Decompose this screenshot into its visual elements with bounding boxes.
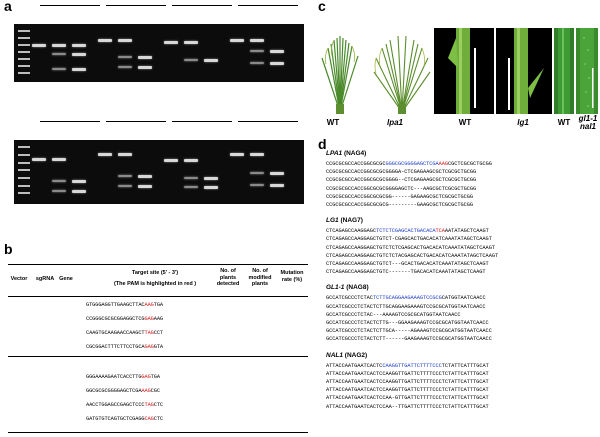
seq-part-blue: TCTTGCAGGAAGAAAGTCCGCG — [372, 295, 442, 302]
seq-part-post: CATGGTAATCAACC — [441, 295, 486, 302]
panel-letter-b: b — [4, 241, 13, 257]
photo-wt-leaf — [434, 28, 494, 114]
guide-tag: (NAG8) — [346, 284, 369, 292]
header-sgrna: sgRNA — [35, 276, 55, 282]
table-top-rule — [8, 264, 308, 265]
target-seq: GGCGCGCGGGGAGCTCGA — [86, 388, 142, 394]
gene-name: LG1 — [326, 217, 339, 225]
seq-part-pre: GCCATCGCCCTCTAC — [326, 295, 373, 302]
sequence-line — [326, 228, 489, 234]
label-wt-2: WT — [458, 118, 472, 127]
target-sequence — [86, 388, 160, 394]
sequence-line — [326, 320, 489, 326]
header-target-sub: (The PAM is highlighted in red ) — [113, 281, 197, 287]
target-seq: GATGTGTCAGTGCTCGAGG — [86, 416, 145, 422]
sequence-line — [326, 295, 486, 301]
sequence-title-lg1 — [326, 217, 363, 224]
seq-part-blue: TCTCTCGAGCACTGACACA — [376, 228, 436, 235]
pam-sequence: TAG — [144, 402, 154, 408]
seq-part-pre: GCCATCGCCCTCTACTCTTGCAGGAAGAAAGTCCGCGCATGGTAATCAACC — [326, 303, 486, 310]
target-seq: GGGAAAAGAATCACCTTG — [86, 374, 142, 380]
seq-part-pre: ATTACCAATGAATCACTCCAA-GTTGATTCTTTTCCCTCTATTCATTTGCAT — [326, 395, 489, 402]
photo-wt-grain — [554, 28, 574, 114]
sequence-line — [326, 363, 489, 369]
photo-lg1-leaf — [496, 28, 552, 114]
header-modified: No. of modified plants — [248, 268, 272, 288]
gene-name: LPA1 — [326, 150, 343, 157]
sequence-line — [326, 245, 495, 251]
seq-part-pre: CTCAGAGCCAAGGAGCTGTC-------TGACACATCAAATATAGCTCAAGT — [326, 269, 486, 276]
sequence-line — [326, 387, 489, 393]
sequence-line — [326, 161, 492, 167]
panel-letter-c: c — [318, 0, 326, 14]
pam-sequence: AAG — [141, 388, 151, 394]
guide-tag: (NAG4) — [343, 150, 367, 157]
seq-part-pre: CTCAGAGCCAAGGAGCTGTCT-CGAGCACTGACACATCAAATATAGCTCAAGT — [326, 236, 492, 243]
label-lg1: lg1 — [517, 118, 529, 127]
seq-part-blue: CAAGGTTGATTCTTTTCCC — [382, 362, 442, 369]
gene-name: NAL1 — [326, 351, 343, 359]
header-gene: Gene — [59, 276, 73, 282]
target-seq: AACCTGGAGCCGAGCTCCC — [86, 402, 145, 408]
target-sequence — [86, 344, 163, 350]
seq-part-blue: GGGCGCGGGGAGCTCGA — [385, 161, 439, 167]
sequence-title-lpa1 — [326, 150, 366, 157]
sequence-line — [326, 379, 489, 385]
seq-part-pre: ATTACCAATGAATCACTCCAAGGTTGATTCTTTTCCCTCTATTCATTTGCAT — [326, 379, 489, 385]
seq-part-red: AAG — [438, 161, 449, 167]
seq-part-post: CGCTCGCGCTGCGG — [448, 161, 492, 167]
target-tail: CCT — [153, 330, 163, 336]
sequence-line — [326, 312, 461, 318]
label-wt-3: WT — [557, 118, 571, 127]
target-tail: GTA — [153, 344, 163, 350]
sequence-title-gl1-1 — [326, 284, 369, 291]
gene-name: GL1-1 — [326, 284, 345, 292]
seq-part-pre: CTCAGAGCCAAGGAGCTGTCTCTACGAGCACTGACACATCAAATATAGCTCAAGT — [326, 252, 499, 259]
guide-tag: (NAG2) — [344, 351, 368, 359]
guide-tag: (NAG7) — [340, 217, 363, 225]
seq-part-pre: GCCATCGCCCTCTACTCTTG---GGAAGAAAGTCCGCGCATGGTAATCAACC — [326, 320, 489, 326]
target-sequence — [86, 302, 163, 308]
seq-part-post: TCTATTCATTTGCAT — [441, 362, 489, 369]
label-gl1-nal1: gl1-1 nal1 — [578, 114, 598, 131]
photo-mutant-grain — [576, 28, 598, 114]
target-sequence — [86, 330, 163, 336]
target-tail: AAG — [153, 316, 163, 322]
pam-sequence: AAG — [144, 302, 154, 308]
seq-part-pre: GCCATCGCCCTCTACTCTT------GAAGAAAGTCCGCGCATGGTAATCAACC — [326, 336, 492, 343]
seq-part-pre: CCGCGCGCCACCGGCGCGCGGGGA-CTCGAGAAGCGCTCGCGCTGCGG — [326, 169, 477, 176]
sequence-line — [326, 253, 498, 259]
target-seq: CAAGTGCAAGAACCAAGCT — [86, 330, 145, 336]
sequence-line — [326, 336, 492, 342]
header-detected: No. of plants detected — [216, 268, 240, 288]
seq-part-pre: ATTACCAATGAATCACTCCAAGGTTGATTCTTTTCCCTCTATTCATTTGCAT — [326, 387, 489, 394]
pam-sequence: CAG — [144, 416, 154, 422]
target-seq: CCGGGCGCGCGGAGGCTCG — [86, 316, 145, 322]
table-group-rule — [8, 356, 308, 357]
sequence-line — [326, 202, 473, 208]
seq-part-pre: CCGCGCGCCACCGGCGCGCG---------GAAGCGCTCGCGCTGCGG — [326, 202, 474, 208]
sequence-line — [326, 177, 476, 183]
photo-lpa1-plant — [372, 28, 432, 114]
sequence-line — [326, 371, 489, 377]
pam-sequence: GAG — [141, 374, 151, 380]
seq-part-pre: CTCAGAGCCAAGGAGCTGTCTCTCGAGCACTGACACATCAAATATAGCTCAAGT — [326, 244, 495, 251]
sequence-line — [326, 186, 476, 192]
pam-sequence: GAG — [144, 344, 154, 350]
sequence-line — [326, 328, 492, 334]
seq-part-pre: ATTACCAATGAATCACTCCAAGGTTGATTCTTTTCCCTCTATTCATTTGCAT — [326, 370, 489, 377]
target-seq: GTGGGAGGTTGAAGCTTAC — [86, 302, 145, 308]
seq-part-pre: CCGCGCGCCACCGGCGCGC — [326, 161, 386, 167]
seq-part-pre: CTCAGAGCCAAGGAGC — [326, 228, 377, 235]
seq-part-pre: CCGCGCGCCACCGGCGCGCGG------GAGAAGCGCTCGCGCTGCGG — [326, 193, 474, 200]
seq-part-pre: CCGCGCGCCACCGGCGCGCGGGG--CTCGAGAAGCGCTCGCGCTGCGG — [326, 177, 477, 184]
sequence-line — [326, 236, 492, 242]
seq-part-pre: CTCAGAGCCAAGGAGCTGTCT---GCACTGACACATCAAATATAGCTCAAGT — [326, 261, 489, 267]
sequence-line — [326, 261, 489, 267]
target-tail: TGA — [153, 302, 163, 308]
target-sequence — [86, 416, 163, 422]
seq-part-pre: ATTACCAATGAATCACTC — [326, 362, 383, 369]
pam-sequence: GAG — [144, 316, 154, 322]
sequence-line — [326, 194, 473, 200]
sequence-line — [326, 395, 489, 401]
target-tail: CTC — [153, 402, 163, 408]
seq-part-red: TCA — [435, 228, 445, 235]
header-target: Target site (5' - 3') — [131, 270, 179, 276]
pam-sequence: TAG — [144, 330, 154, 336]
seq-part-post: AATATAGCTCAAGT — [444, 228, 489, 235]
target-tail: CGC — [150, 388, 160, 394]
target-sequence — [86, 374, 160, 380]
table-header-rule — [8, 296, 308, 297]
table-bottom-rule — [8, 432, 308, 433]
photo-wt-plant — [310, 28, 370, 114]
label-lpa1: lpa1 — [386, 118, 403, 127]
sequence-line — [326, 404, 489, 410]
label-wt-1: WT — [326, 118, 340, 127]
sequence-line — [326, 169, 476, 175]
seq-part-pre: GCCATCGCCCTCTAC---AAAAGTCCGCGCATGGTAATCAACC — [326, 311, 461, 318]
target-sequence — [86, 402, 163, 408]
panel-letter-a: a — [4, 0, 12, 14]
sequence-line — [326, 304, 486, 310]
seq-part-pre: ATTACCAATGAATCACTCCAA--TTGATTCTTTTCCCTCTATTCATTTGCAT — [326, 403, 489, 410]
seq-part-pre: CCGCGCGCCACCGGCGCGCGGGGAGCTC---AAGCGCTCGCGCTGCGG — [326, 185, 477, 192]
header-rate: Mutation rate (%) — [280, 270, 304, 283]
target-sequence — [86, 316, 163, 322]
panel-letter-d: d — [318, 136, 327, 152]
target-tail: TGA — [150, 374, 160, 380]
seq-part-pre: GCCATCGCCCTCTACTCTTGCA-----AGAAAGTCCGCGCATGGTAATCAACC — [326, 328, 492, 335]
sequence-title-nal1 — [326, 352, 367, 359]
sequence-line — [326, 269, 486, 275]
target-seq: CGCGGACTTTCTTCCTGCA — [86, 344, 145, 350]
target-tail: CTC — [153, 416, 163, 422]
header-vector: Vector — [10, 276, 28, 282]
